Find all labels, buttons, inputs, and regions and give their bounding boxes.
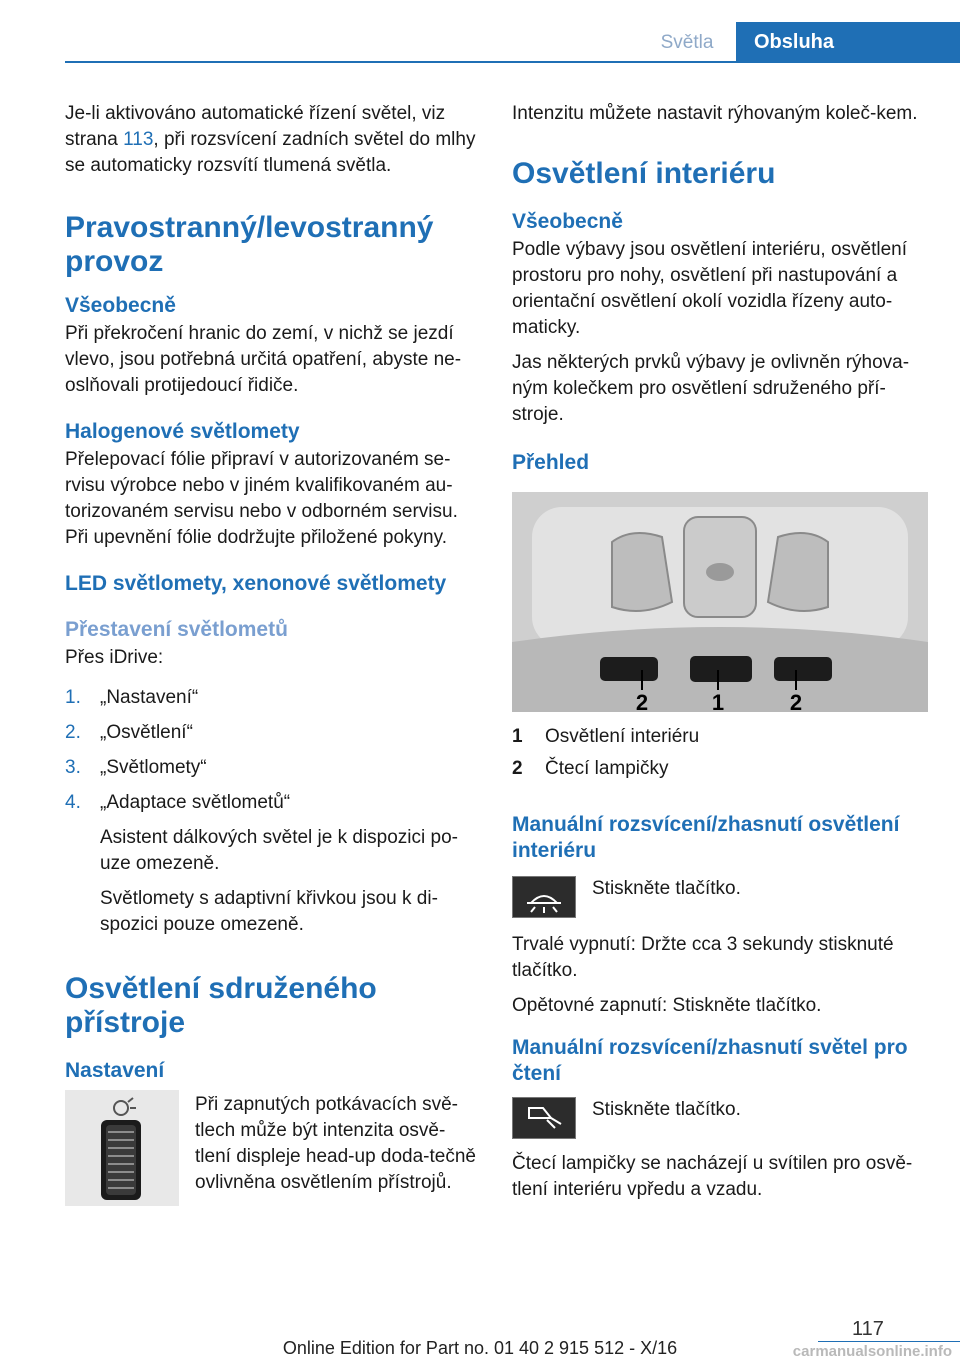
halogen-paragraph: Přelepovací fólie připraví v autorizovaném se-rvisu výrobce nebo v jiném kvalifikovaném au-torizovaném servisu nebo v odborném servisu. Při upevnění fólie dodržujte přiložené pokyny. bbox=[65, 449, 458, 548]
interior-button-image bbox=[512, 876, 576, 918]
chapter-tab[interactable]: Obsluha bbox=[736, 22, 960, 63]
interior-paragraph-1: Podle výbavy jsou osvětlení interiéru, osvětlení prostoru pro nohy, osvětlení při nastupování a orientační osvětlení okolí vozidla řízeny auto-maticky. bbox=[512, 239, 907, 338]
fig-label-left: 2 bbox=[635, 690, 649, 712]
idrive-paragraph: Přes iDrive: bbox=[65, 647, 164, 668]
heading-traffic: Pravostranný/levostranný provoz bbox=[65, 211, 434, 278]
steps-list bbox=[65, 685, 478, 816]
page-link[interactable]: 113 bbox=[123, 129, 154, 150]
reading-light-icon bbox=[513, 1098, 575, 1138]
fig-label-center: 1 bbox=[711, 690, 725, 712]
list-item: 3. „Světlomety“ bbox=[65, 757, 207, 778]
subheading-overview: Přehled bbox=[512, 451, 590, 474]
button-row-reading bbox=[512, 1097, 925, 1139]
dome-light-icon bbox=[513, 877, 575, 917]
right-column bbox=[512, 101, 925, 1212]
intro-paragraph: Je-li aktivováno automatické řízení světel, viz strana 113, při rozsvícení zadních světel do mlhy se automaticky rozsvítí tlumená světla. bbox=[65, 103, 476, 176]
press-interior: Stiskněte tlačítko. bbox=[592, 878, 741, 899]
edition-footer: Online Edition for Part no. 01 40 2 915 512 - X/16 bbox=[282, 1338, 678, 1358]
general-paragraph: Při překročení hranic do zemí, v nichž se jezdí vlevo, jsou potřebná určitá opatření, abyste ne-oslňovali protijedoucí řidiče. bbox=[65, 323, 462, 396]
note-adaptive: Světlomety s adaptivní křivkou jsou k di-spozici pouze omezeně. bbox=[100, 888, 438, 935]
subheading-general-interior: Všeobecně bbox=[512, 210, 623, 233]
subheading-settings: Nastavení bbox=[65, 1059, 165, 1082]
note-high-beam: Asistent dálkových světel je k dispozici po-uze omezeně. bbox=[100, 827, 458, 874]
reading-button-image bbox=[512, 1097, 576, 1139]
subheading-led: LED světlomety, xenonové světlomety bbox=[65, 572, 447, 595]
heading-interior: Osvětlení interiéru bbox=[512, 157, 776, 190]
switch-on-paragraph: Opětovné zapnutí: Stiskněte tlačítko. bbox=[512, 995, 822, 1016]
thumbwheel-image bbox=[65, 1090, 179, 1206]
thumbwheel-icon bbox=[65, 1090, 179, 1206]
permanent-off-paragraph: Trvalé vypnutí: Držte cca 3 sekundy stisknuté tlačítko. bbox=[512, 934, 894, 981]
settings-row bbox=[65, 1090, 478, 1206]
left-column bbox=[65, 101, 478, 1206]
list-item: 2. „Osvětlení“ bbox=[65, 722, 193, 743]
press-reading: Stiskněte tlačítko. bbox=[592, 1099, 741, 1120]
overview-image bbox=[512, 492, 928, 712]
site-watermark: carmanualsonline.info bbox=[792, 1343, 952, 1360]
subheading-manual-interior: Manuální rozsvícení/zhasnutí osvětlení interiéru bbox=[512, 813, 900, 862]
section-tab[interactable]: Světla bbox=[660, 31, 714, 53]
legend-item: 1 Osvětlení interiéru bbox=[512, 726, 700, 747]
subheading-halogen: Halogenové světlomety bbox=[65, 420, 300, 443]
subheading-general: Všeobecně bbox=[65, 294, 176, 317]
interior-light-icon bbox=[512, 492, 928, 712]
heading-instrument: Osvětlení sdruženého přístroje bbox=[65, 972, 377, 1039]
fig-label-right: 2 bbox=[789, 690, 803, 712]
wheel-paragraph: Intenzitu můžete nastavit rýhovaným koleč-kem. bbox=[512, 103, 918, 124]
interior-paragraph-2: Jas některých prvků výbavy je ovlivněn rýhova-ným kolečkem pro osvětlení sdruženého pří-stroje. bbox=[512, 352, 910, 425]
subheading-manual-reading: Manuální rozsvícení/zhasnutí světel pro čtení bbox=[512, 1036, 908, 1085]
list-item: 1. „Nastavení“ bbox=[65, 687, 199, 708]
settings-paragraph: Při zapnutých potkávacích svě-tlech může být intenzita osvě-tlení displeje head-up doda-tečně ovlivněna osvětlením přístrojů. bbox=[195, 1094, 476, 1193]
page-number: 117 bbox=[852, 1318, 884, 1340]
subheading-adjust: Přestavení světlometů bbox=[65, 618, 288, 641]
legend-item: 2 Čtecí lampičky bbox=[512, 758, 669, 779]
reading-location-paragraph: Čtecí lampičky se nacházejí u svítilen pro osvě-tlení interiéru vpředu a vzadu. bbox=[512, 1153, 913, 1200]
list-item: 4. „Adaptace světlometů“ bbox=[65, 792, 291, 813]
button-row-interior bbox=[512, 876, 925, 918]
